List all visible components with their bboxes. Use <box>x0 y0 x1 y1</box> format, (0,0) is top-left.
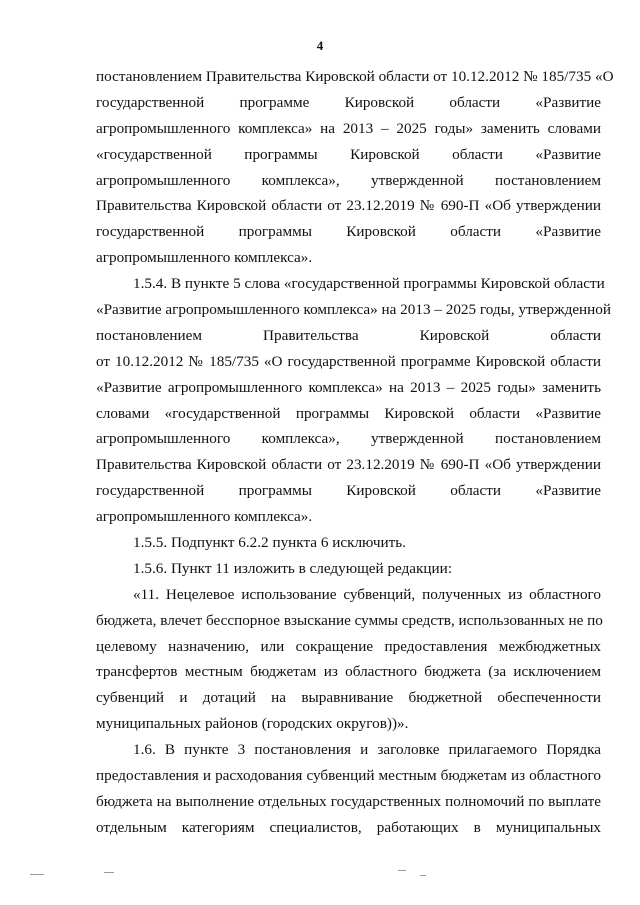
text-line: «государственной программы Кировской области «Развитие <box>96 145 601 163</box>
page-number: 4 <box>316 38 324 53</box>
text-line: агропромышленного комплекса», утвержденной постановлением <box>96 171 601 189</box>
text-line: агропромышленного комплекса». <box>96 508 313 526</box>
text-line: словами «государственной программы Кировской области «Развитие <box>96 404 601 422</box>
text-line: бюджета на выполнение отдельных государственных полномочий по выплате <box>96 792 601 810</box>
text-line: государственной программы Кировской области «Развитие <box>96 482 601 500</box>
text-line: Правительства Кировской области от 23.12.2019 № 690-П «Об утверждении <box>96 197 601 215</box>
text-line: государственной программе Кировской области «Развитие <box>96 93 601 111</box>
text-line: отдельным категориям специалистов, работающих в муниципальных <box>96 818 601 836</box>
text-line: трансфертов местным бюджетам из областного бюджета (за исключением <box>96 663 601 681</box>
text-line: муниципальных районов (городских округов))». <box>96 715 409 733</box>
text-line: государственной программы Кировской области «Развитие <box>96 223 601 241</box>
text-line: агропромышленного комплекса» на 2013 – 2025 годы» заменить словами <box>96 119 601 137</box>
text-line: «Развитие агропромышленного комплекса» на 2013 – 2025 годы, утвержденной <box>96 301 612 319</box>
text-line: «Развитие агропромышленного комплекса» на 2013 – 2025 годы» заменить <box>96 378 601 396</box>
text-line: предоставления и расходования субвенций местным бюджетам из областного <box>96 767 601 785</box>
text-line: постановлением Правительства Кировской области <box>96 326 601 344</box>
text-line: субвенций и дотаций на выравнивание бюджетной обеспеченности <box>96 689 601 707</box>
text-line: агропромышленного комплекса». <box>96 249 313 267</box>
text-line: от 10.12.2012 № 185/735 «О государственной программе Кировской области <box>96 352 601 370</box>
text-line: 1.5.5. Подпункт 6.2.2 пункта 6 исключить. <box>133 534 406 552</box>
text-line: 1.5.6. Пункт 11 изложить в следующей редакции: <box>133 559 453 577</box>
scan-noise <box>0 866 640 886</box>
text-line: Правительства Кировской области от 23.12.2019 № 690-П «Об утверждении <box>96 456 601 474</box>
document-body <box>96 64 614 841</box>
text-line: бюджета, влечет бесспорное взыскание суммы средств, использованных не по <box>96 611 603 629</box>
text-line: агропромышленного комплекса», утвержденной постановлением <box>96 430 601 448</box>
text-line: 1.5.4. В пункте 5 слова «государственной программы Кировской области <box>133 275 605 293</box>
text-line: целевому назначению, или сокращение предоставления межбюджетных <box>96 637 601 655</box>
text-line: 1.6. В пункте 3 постановления и заголовке прилагаемого Порядка <box>133 741 601 759</box>
text-line: «11. Нецелевое использование субвенций, полученных из областного <box>133 585 601 603</box>
text-line: постановлением Правительства Кировской области от 10.12.2012 № 185/735 «О <box>96 68 614 85</box>
